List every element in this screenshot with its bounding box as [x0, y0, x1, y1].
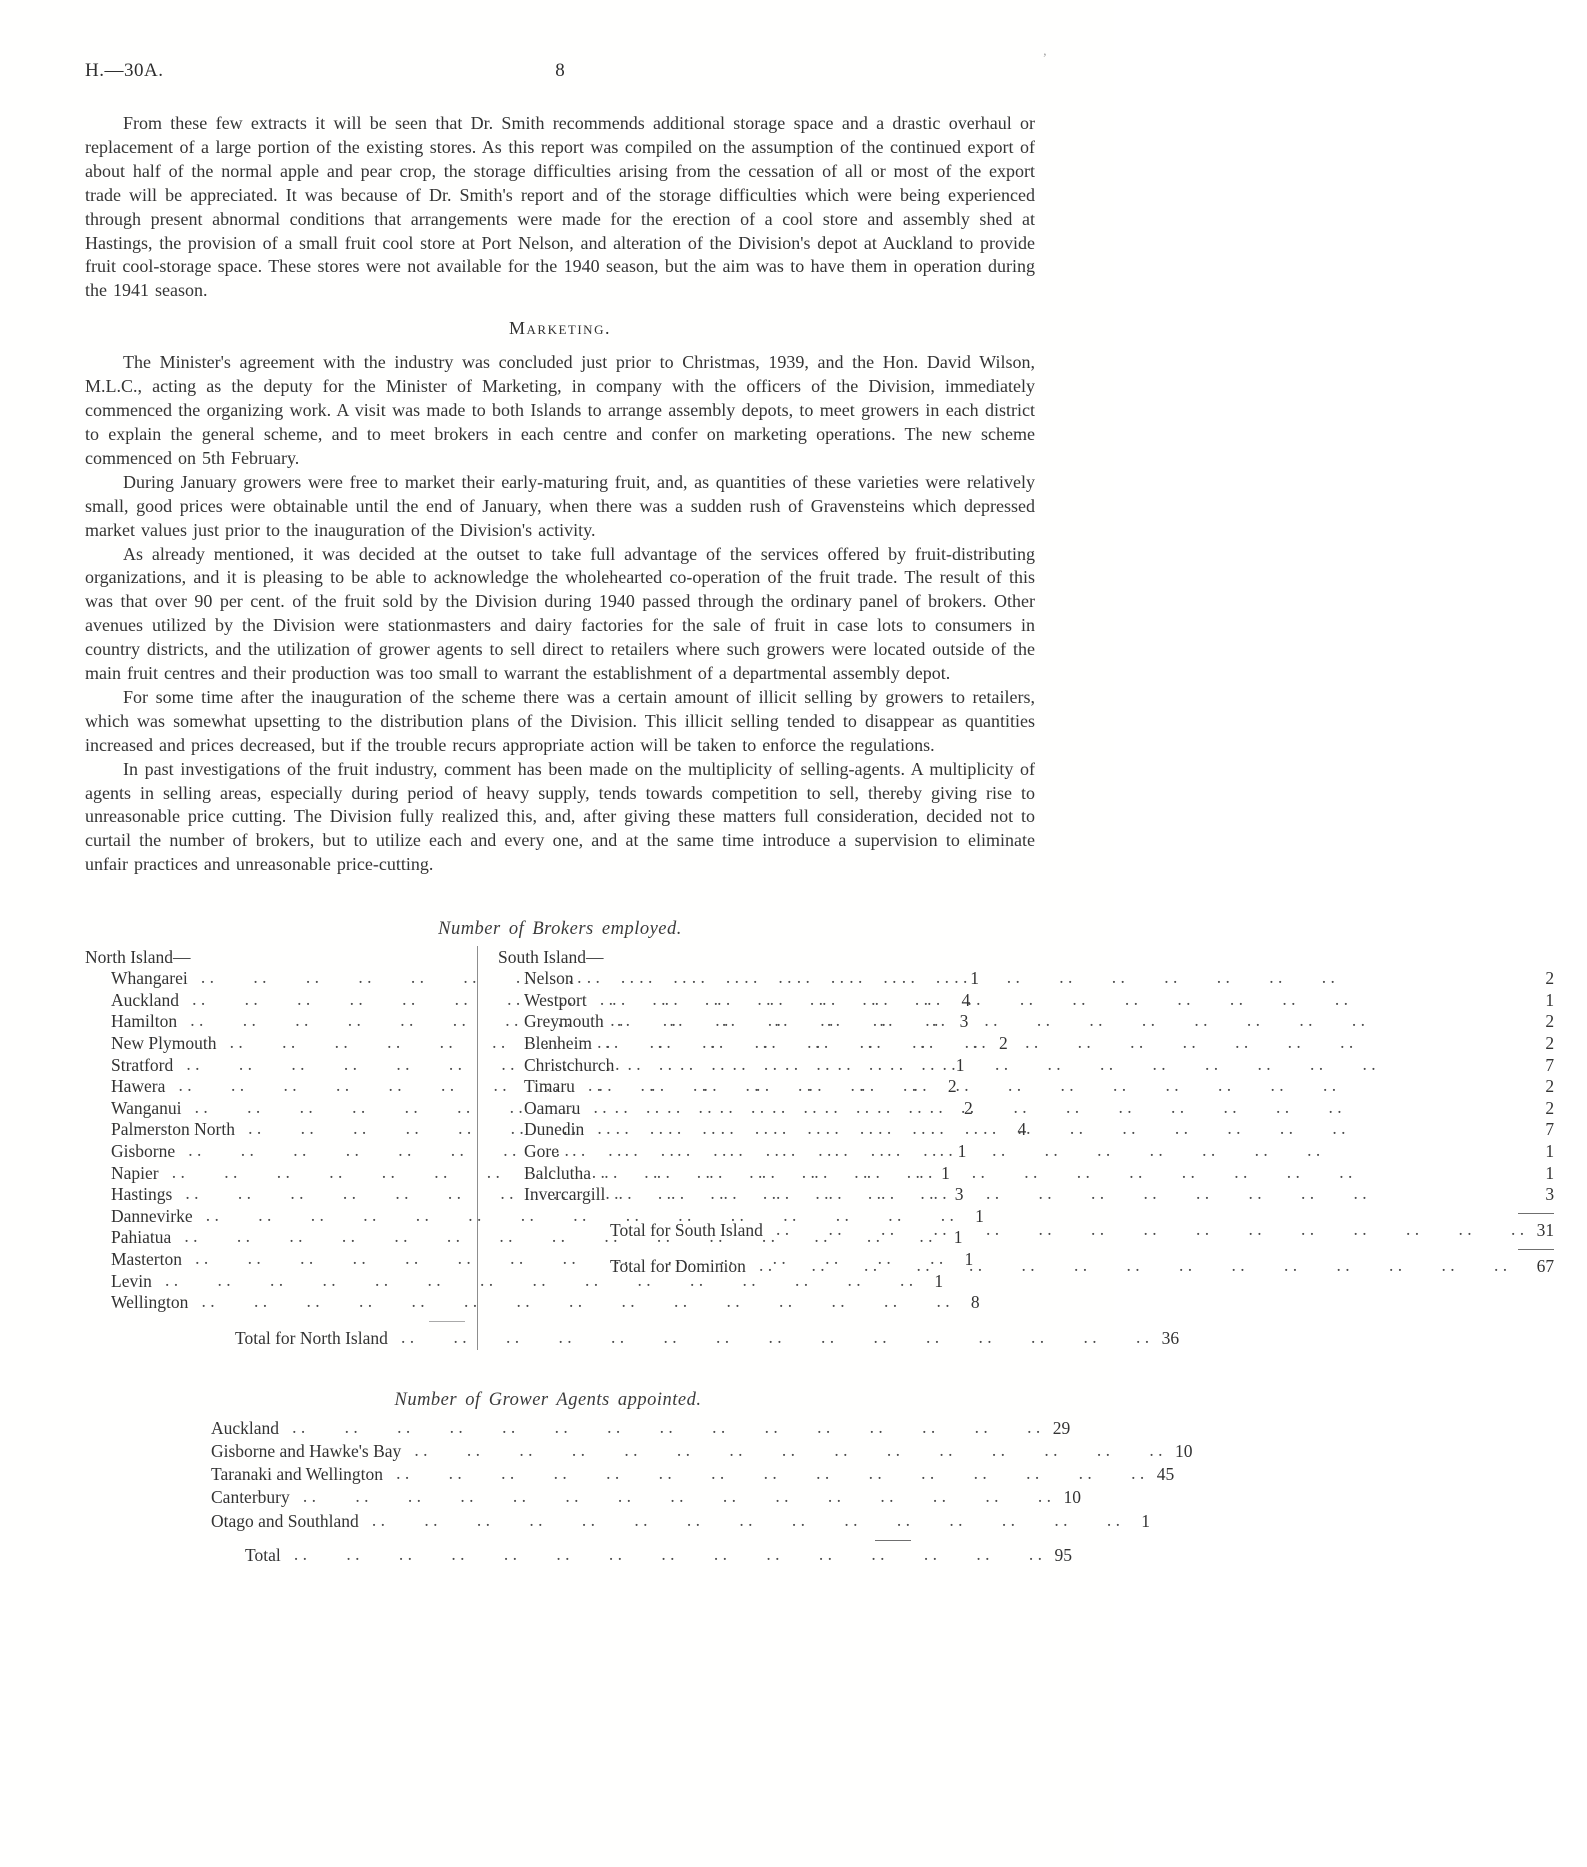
- paragraph-selling-agents: In past investigations of the fruit industry, comment has been made on the multiplicity of selling-agents. A multiplicity of agents in selling areas, especially during period of heavy supply, tends towards competition to sell, thereby giving rise to unreasonable price cutting. The Division fully realized this, and, after giving these matters full consideration, decided not to curtail the number of brokers, but to utilize each and every one, and at the same time introduce a supervision to eliminate unfair practices and unreasonable price-cutting.: [85, 758, 1035, 875]
- broker-row: [498, 1098, 1554, 1120]
- page-header: [85, 50, 1047, 86]
- north-total-value: 36: [1161, 1327, 1180, 1348]
- broker-count: 4: [1017, 1119, 1027, 1140]
- paragraph-storage-report: From these few extracts it will be seen that Dr. Smith recommends additional storage space and a drastic overhaul or replacement of a large portion of the existing stores. As this report was compiled on the assumption of the continued export of about half of the normal apple and pear crop, the storage difficulties arising from the cessation of all or most of the export trade will be appreciated. It was because of Dr. Smith's report and of the storage difficulties which were being experienced through present abnormal conditions that arrangements were made for the erection of a cool store and assembly shed at Hastings, the provision of a small fruit cool store at Port Nelson, and alteration of the Division's depot at Auckland to provide fruit cool-storage space. These stores were not available for the 1940 season, but the aim was to have them in operation during the 1941 season.: [85, 113, 1035, 301]
- broker-row: [498, 1141, 1554, 1163]
- broker-count: 3: [1545, 1184, 1555, 1205]
- grower-total-label: Total: [245, 1544, 281, 1565]
- grower-agents-total-row: [185, 1544, 1072, 1567]
- south-island-label: South Island—: [498, 947, 604, 968]
- grower-agents-table-title: Number of Grower Agents appointed.: [394, 1389, 702, 1410]
- dot-leader: [591, 1162, 1524, 1184]
- broker-town-name: Timaru: [524, 1076, 575, 1097]
- broker-count: 2: [964, 1097, 973, 1118]
- north-total-label: Total for North Island: [235, 1327, 388, 1348]
- broker-row: [498, 1033, 1554, 1055]
- dot-leader: [763, 1217, 1524, 1241]
- broker-town-name: Hamilton: [111, 1011, 178, 1032]
- grower-district-name: Gisborne and Hawke's Bay: [211, 1440, 402, 1461]
- broker-row: [498, 1163, 1554, 1185]
- broker-town-name: Hawera: [111, 1076, 166, 1097]
- broker-town-name: Hastings: [111, 1184, 173, 1205]
- broker-town-name: Christchurch: [524, 1054, 615, 1075]
- dominion-total-label: Total for Dominion: [610, 1255, 746, 1276]
- dot-leader: [580, 1097, 1524, 1119]
- north-island-label: North Island—: [85, 947, 191, 968]
- dot-leader: [574, 967, 1525, 989]
- broker-count: 2: [1545, 1097, 1555, 1118]
- grower-agent-row: [185, 1417, 1071, 1440]
- dot-leader: [604, 1010, 1524, 1032]
- broker-town-name: Nelson: [524, 968, 574, 989]
- dot-leader: [584, 1118, 1524, 1140]
- document-id: H.—30A.: [85, 60, 164, 81]
- marketing-section-heading: Marketing.: [509, 318, 611, 339]
- grower-total-value: 95: [1054, 1544, 1072, 1565]
- south-island-rows: [498, 968, 1554, 1206]
- broker-count: 2: [1545, 1076, 1555, 1097]
- dot-leader: [559, 1140, 1524, 1162]
- grower-agents-rows: [185, 1417, 1193, 1533]
- broker-row: [498, 990, 1554, 1012]
- broker-row: [498, 968, 1554, 990]
- grower-agent-row: [185, 1463, 1175, 1486]
- paragraph-illicit-selling: For some time after the inauguration of the scheme there was a certain amount of illicit selling by growers to retailers, which was somewhat upsetting to the distribution plans of the Division. This illicit selling tended to disappear as quantities increased and prices decreased, but if the trouble recurs appropriate action will be taken to enforce the regulations.: [85, 686, 1035, 755]
- grower-district-name: Auckland: [211, 1417, 280, 1438]
- brokers-table-title: Number of Brokers employed.: [438, 919, 682, 940]
- broker-town-name: Gore: [524, 1140, 559, 1161]
- dot-leader: [592, 1032, 1524, 1054]
- broker-row: [85, 1205, 984, 1228]
- sum-rule: [1518, 1249, 1554, 1250]
- broker-town-name: Auckland: [111, 989, 180, 1010]
- paragraph-january-growers: During January growers were free to market their early-maturing fruit, and, as quantities of these varieties were relatively small, good prices were obtainable until the end of January, when there was a sudden rush of Gravensteins which depressed market values just prior to the inauguration of the Division's activity.: [85, 471, 1035, 540]
- broker-count: 2: [947, 1076, 957, 1097]
- broker-count: 1: [934, 1270, 944, 1291]
- broker-count: 2: [1545, 968, 1555, 989]
- grower-district-name: Otago and Southland: [211, 1510, 359, 1531]
- grower-agent-row: [185, 1510, 1151, 1533]
- broker-town-name: Palmerston North: [111, 1119, 235, 1140]
- broker-count: 1: [970, 968, 980, 989]
- broker-count: 1: [957, 1140, 967, 1161]
- broker-row: [498, 1184, 1554, 1206]
- broker-town-name: Whangarei: [111, 968, 188, 989]
- dot-leader: [587, 989, 1524, 1011]
- dot-leader: [279, 1416, 1040, 1439]
- dot-leader: [290, 1485, 1051, 1508]
- sum-rule: [1518, 1213, 1554, 1214]
- broker-count: 7: [1545, 1119, 1555, 1140]
- grower-agent-count: 45: [1156, 1464, 1175, 1485]
- north-island-total-row: [85, 1326, 1180, 1350]
- broker-town-name: Masterton: [111, 1248, 182, 1269]
- page-number: 8: [555, 60, 565, 81]
- broker-count: 8: [970, 1292, 980, 1313]
- broker-town-name: Blenheim: [524, 1032, 593, 1053]
- broker-count: 3: [954, 1184, 964, 1205]
- broker-town-name: Wanganui: [111, 1097, 182, 1118]
- broker-town-name: Wellington: [111, 1292, 189, 1313]
- broker-town-name: Balclutha: [524, 1162, 592, 1183]
- dot-leader: [383, 1462, 1144, 1485]
- broker-count: 4: [961, 989, 971, 1010]
- broker-count: 1: [1545, 989, 1555, 1010]
- broker-count: 1: [975, 1205, 984, 1226]
- broker-count: 7: [1545, 1054, 1555, 1075]
- dot-leader: [614, 1054, 1524, 1076]
- broker-town-name: Invercargill: [524, 1184, 606, 1205]
- broker-count: 1: [955, 1054, 965, 1075]
- broker-town-name: Gisborne: [111, 1140, 176, 1161]
- south-total-value: 31: [1536, 1219, 1555, 1240]
- broker-town-name: New Plymouth: [111, 1032, 217, 1053]
- broker-town-name: Westport: [524, 989, 587, 1010]
- grower-agent-count: 1: [1141, 1510, 1151, 1531]
- grower-district-name: Taranaki and Wellington: [211, 1464, 383, 1485]
- scan-artifact-mark: ’: [1042, 50, 1047, 65]
- paragraph-fruit-distributing: As already mentioned, it was decided at the outset to take full advantage of the services offered by fruit-distributing organizations, and it is pleasing to be able to acknowledge the wholehearted co-operation of the fruit trade. The result of this was that over 90 per cent. of the fruit sold by the Division during 1940 passed through the ordinary panel of brokers. Other avenues utilized by the Division were stationmasters and dairy factories for the sale of fruit in case lots to consumers in country districts, and the utilization of grower agents to sell direct to retailers where such growers were located outside of the main fruit centres and their production was too small to warrant the establishment of a departmental assembly depot.: [85, 543, 1035, 684]
- broker-count: 2: [1545, 1032, 1555, 1053]
- broker-count: 1: [1545, 1162, 1555, 1183]
- broker-town-name: Dannevirke: [111, 1205, 193, 1226]
- broker-count: 2: [999, 1032, 1008, 1053]
- broker-town-name: Stratford: [111, 1054, 174, 1075]
- body-text: [85, 112, 1035, 877]
- broker-row: [498, 1011, 1554, 1033]
- dot-leader: [575, 1075, 1524, 1097]
- sum-rule: [429, 1321, 465, 1322]
- dot-leader: [281, 1543, 1042, 1566]
- broker-town-name: Napier: [111, 1162, 159, 1183]
- grower-agent-row: [185, 1486, 1081, 1509]
- dot-leader: [605, 1183, 1524, 1205]
- dominion-total-value: 67: [1536, 1255, 1555, 1276]
- broker-count: 1: [941, 1162, 950, 1183]
- south-total-label: Total for South Island: [610, 1219, 763, 1240]
- grower-agent-count: 10: [1175, 1440, 1193, 1461]
- broker-count: 1: [1545, 1140, 1555, 1161]
- grower-district-name: Canterbury: [211, 1487, 290, 1508]
- broker-row: [85, 1270, 944, 1293]
- broker-count: 3: [959, 1011, 969, 1032]
- dot-leader: [746, 1253, 1524, 1277]
- paragraph-ministers-agreement: The Minister's agreement with the industry was concluded just prior to Christmas, 1939, and the Hon. David Wilson, M.L.C., acting as the deputy for the Minister of Marketing, in company with the officers of the Division, immediately commenced the organizing work. A visit was made to both Islands to arrange assembly depots, to meet growers in each district to explain the general scheme, and to meet brokers in each centre and confer on marketing operations. The new scheme commenced on 5th February.: [85, 352, 1035, 468]
- broker-town-name: Oamaru: [524, 1097, 581, 1118]
- broker-count: 2: [1545, 1011, 1555, 1032]
- grower-agents-table: [185, 1417, 1193, 1567]
- broker-town-name: Levin: [111, 1270, 152, 1291]
- grower-agent-count: 29: [1052, 1417, 1071, 1438]
- dot-leader: [188, 1291, 949, 1313]
- broker-town-name: Dunedin: [524, 1119, 585, 1140]
- broker-row: [85, 1292, 980, 1314]
- broker-row: [498, 1055, 1554, 1077]
- dot-leader: [401, 1439, 1162, 1462]
- dot-leader: [388, 1325, 1149, 1349]
- grower-agent-row: [185, 1440, 1193, 1463]
- broker-count: 1: [953, 1227, 963, 1248]
- broker-town-name: Greymouth: [524, 1011, 604, 1032]
- broker-town-name: Pahiatua: [111, 1227, 172, 1248]
- brokers-table: [85, 946, 1555, 1350]
- dot-leader: [359, 1509, 1120, 1532]
- broker-count: 1: [964, 1248, 974, 1269]
- broker-row: [498, 1119, 1554, 1141]
- grower-agent-count: 10: [1063, 1487, 1081, 1508]
- sum-rule: [875, 1540, 911, 1541]
- broker-row: [498, 1076, 1554, 1098]
